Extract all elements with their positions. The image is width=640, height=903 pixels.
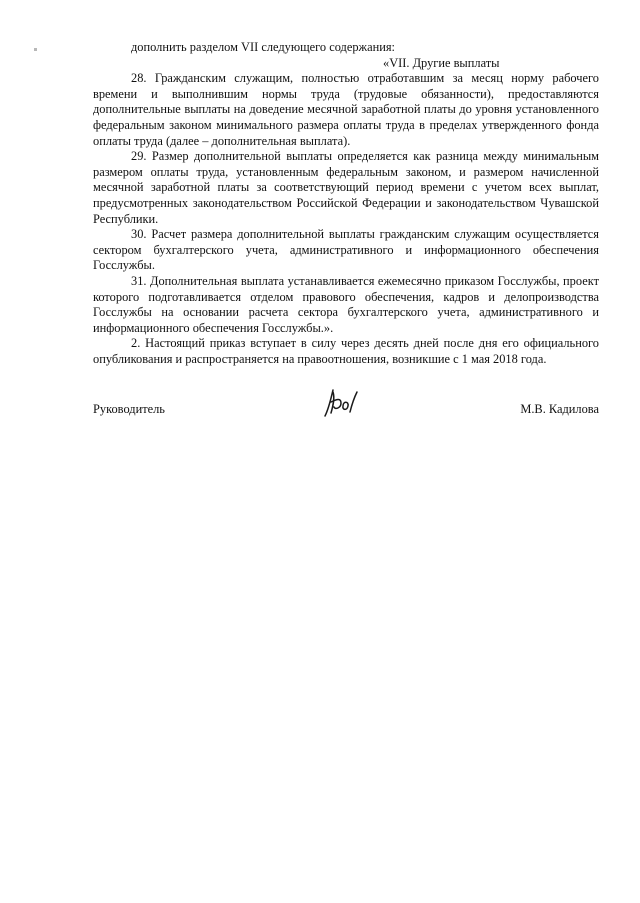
document-body [93,40,599,367]
paragraph-31: 31. Дополнительная выплата устанавливается ежемесячно приказом Госслужбы, проект которого подготавливается отделом правового обеспечения, кадров и делопроизводства Госслужбы на основании расчета сектора бухгалтерского учета, административного и информационного обеспечения Госслужбы.». [93,273,599,335]
paragraph-final: 2. Настоящий приказ вступает в силу через десять дней после дня его официального опубликования и распространяется на правоотношения, возникшие с 1 мая 2018 года. [93,336,599,366]
signature-block [93,392,599,422]
signatory-role: Руководитель [93,402,165,416]
signatory-name: М.В. Кадилова [520,402,599,416]
paragraph-29: 29. Размер дополнительной выплаты определяется как разница между минимальным размером оплаты труда, установленным федеральным законом, и размером начисленной месячной заработной платы за соответствующий период времени с учетом всех выплат, предусмотренных законодательством Российской Федерации и законодательством Чувашской Республики. [93,149,599,226]
section-title: «VII. Другие выплаты [383,55,500,70]
paragraph-28: 28. Гражданским служащим, полностью отработавшим за месяц норму рабочего времени и выполнившим нормы труда (трудовые обязанности), предоставляются дополнительные выплаты на доведение месячной заработной платы до уровня установленного федеральным законом минимального размера оплаты труда в пределах утвержденного фонда оплаты труда (далее – дополнительная выплата). [93,71,599,148]
handwritten-signature-icon [321,386,359,420]
intro-line: дополнить разделом VII следующего содержания: [131,40,396,54]
scan-artifact [34,48,37,51]
paragraph-30: 30. Расчет размера дополнительной выплаты гражданским служащим осуществляется сектором бухгалтерского учета, административного и информационного обеспечения Госслужбы. [93,227,599,273]
